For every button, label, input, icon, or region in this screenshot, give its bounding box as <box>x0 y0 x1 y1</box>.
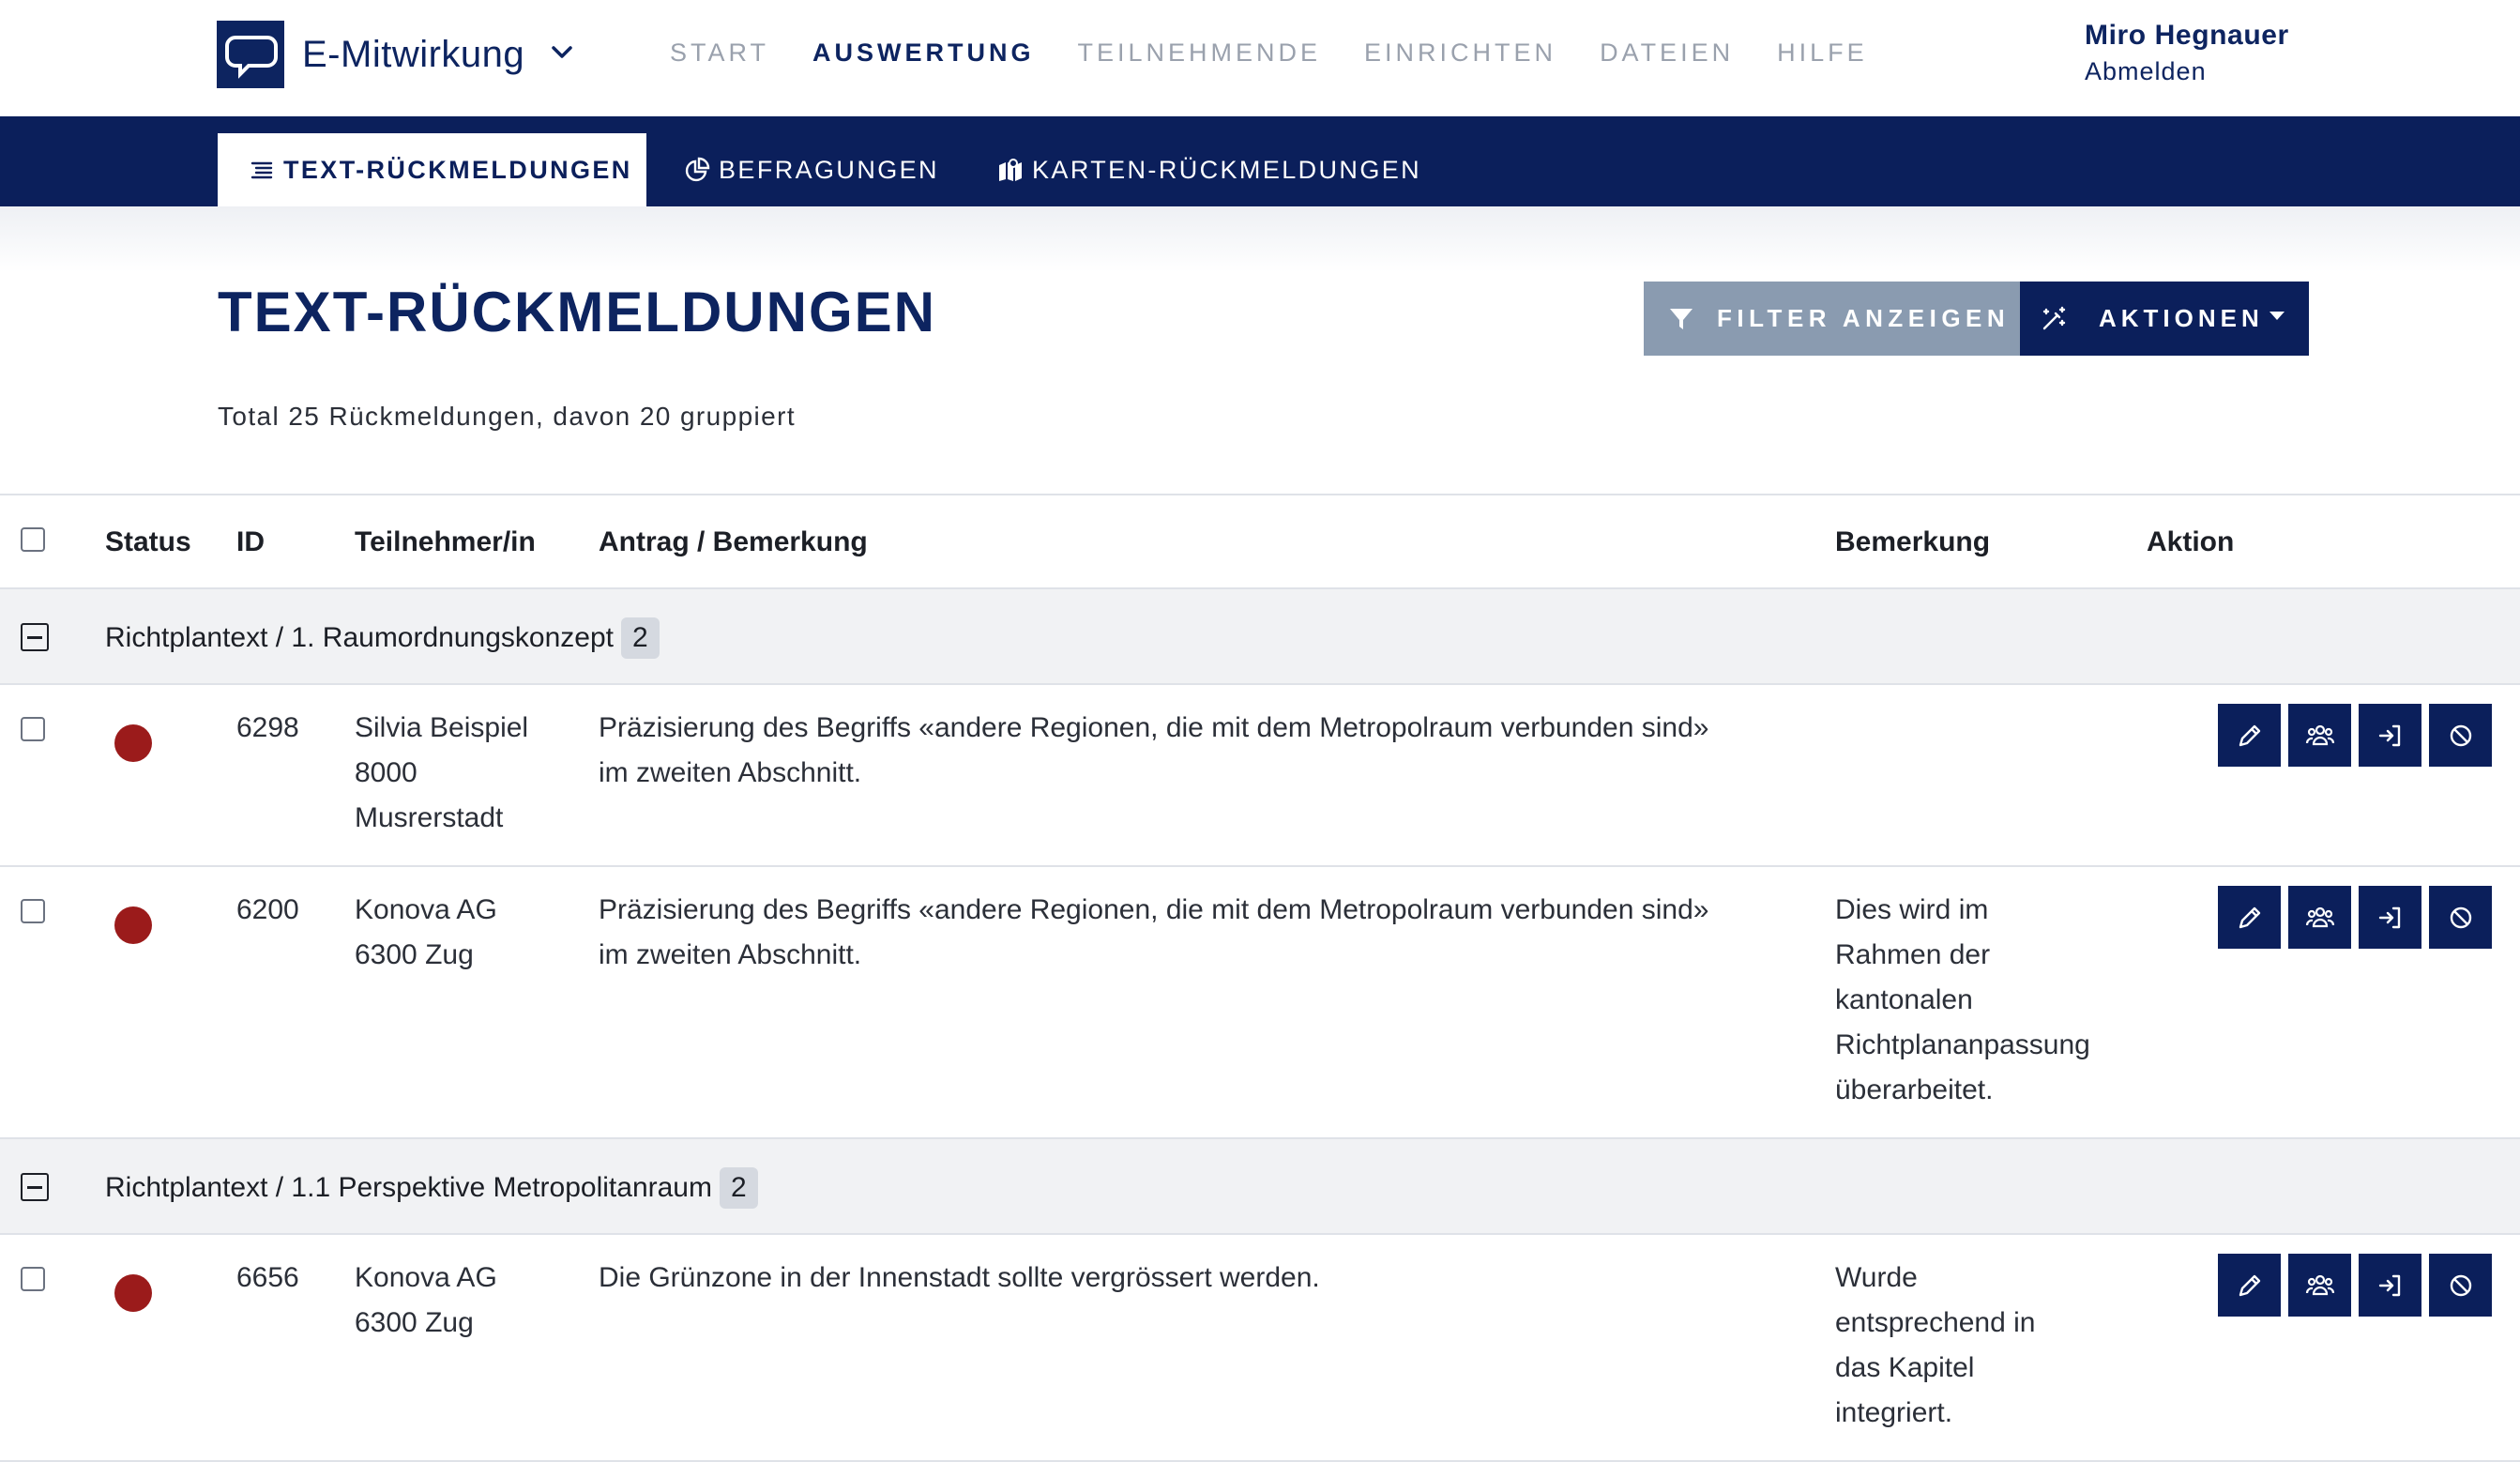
pie-chart-icon <box>683 156 711 184</box>
column-header-remark[interactable]: Bemerkung <box>1835 526 1991 557</box>
participant-line: Konova AG <box>355 1262 497 1293</box>
remark-line: entsprechend in <box>1835 1307 2036 1338</box>
edit-button[interactable] <box>2218 704 2281 767</box>
edit-pencil-icon <box>2234 720 2266 752</box>
text-lines-icon <box>248 156 276 184</box>
logout-link[interactable]: Abmelden <box>2085 57 2207 85</box>
tab-text-rueckmeldungen[interactable] <box>218 133 646 206</box>
row-id: 6656 <box>236 1262 299 1293</box>
row-actions <box>2218 1254 2492 1317</box>
magic-wand-icon <box>2039 304 2069 334</box>
table-row[interactable] <box>0 1235 2520 1460</box>
app-name[interactable]: E-Mitwirkung <box>302 34 525 75</box>
edit-button[interactable] <box>2218 1254 2281 1317</box>
summary-text: Total 25 Rückmeldungen, davon 20 gruppiert <box>218 402 797 431</box>
remark-line: Wurde <box>1835 1262 1918 1293</box>
top-header <box>0 0 2520 116</box>
filter-button[interactable] <box>1644 282 2020 356</box>
filter-icon <box>1666 304 1696 334</box>
actions-dropdown-button[interactable] <box>2020 282 2309 356</box>
participant-line: 8000 <box>355 757 417 788</box>
block-button[interactable] <box>2429 704 2492 767</box>
tab-label: BEFRAGUNGEN <box>719 155 939 184</box>
nav-auswertung[interactable]: AUSWERTUNG <box>812 38 1035 67</box>
remark-line: das Kapitel <box>1835 1352 1975 1383</box>
remark-line: Dies wird im <box>1835 894 1989 925</box>
participant-line: Silvia Beispiel <box>355 712 529 743</box>
request-text <box>599 888 1708 978</box>
assign-group-button[interactable] <box>2288 1254 2351 1317</box>
row-id: 6200 <box>236 894 299 925</box>
participant-line: Musrerstadt <box>355 802 504 833</box>
edit-pencil-icon <box>2234 1270 2266 1302</box>
sign-in-arrow-icon <box>2375 720 2406 752</box>
participant <box>355 888 497 978</box>
tab-befragungen[interactable] <box>683 133 939 206</box>
group-title: Richtplantext / 1.1 Perspektive Metropolitanraum <box>105 1172 712 1203</box>
column-header-action: Aktion <box>2147 526 2235 557</box>
remark-line: Rahmen der <box>1835 939 1991 970</box>
app-logo-icon[interactable] <box>217 21 284 88</box>
sign-in-arrow-icon <box>2375 1270 2406 1302</box>
group-label <box>105 617 660 659</box>
tab-label: TEXT-RÜCKMELDUNGEN <box>283 155 632 184</box>
table-row[interactable] <box>0 867 2520 1135</box>
request-text <box>599 1256 1320 1301</box>
nav-start[interactable]: START <box>670 38 770 67</box>
filter-button-label: FILTER ANZEIGEN <box>1717 304 2011 332</box>
request-line: im zweiten Abschnitt. <box>599 939 862 970</box>
group-title: Richtplantext / 1. Raumordnungskonzept <box>105 622 614 653</box>
request-text <box>599 706 1708 796</box>
map-icon <box>996 156 1025 184</box>
nav-teilnehmende[interactable]: TEILNEHMENDE <box>1077 38 1322 67</box>
group-users-icon <box>2304 1270 2336 1302</box>
select-all-checkbox[interactable] <box>21 527 45 552</box>
row-checkbox[interactable] <box>21 1267 45 1291</box>
table-header <box>0 494 2520 589</box>
row-checkbox[interactable] <box>21 717 45 741</box>
move-button[interactable] <box>2359 704 2421 767</box>
row-actions <box>2218 704 2492 767</box>
participant-line: 6300 Zug <box>355 1307 474 1338</box>
page-title: TEXT-RÜCKMELDUNGEN <box>218 281 936 343</box>
status-indicator <box>114 906 152 944</box>
edit-pencil-icon <box>2234 902 2266 934</box>
column-header-request[interactable]: Antrag / Bemerkung <box>599 526 868 557</box>
tab-label: KARTEN-RÜCKMELDUNGEN <box>1032 155 1422 184</box>
block-button[interactable] <box>2429 1254 2492 1317</box>
remark-line: überarbeitet. <box>1835 1074 1994 1105</box>
caret-down-icon <box>2270 312 2285 320</box>
remark-line: Richtplananpassung <box>1835 1029 2090 1060</box>
row-id: 6298 <box>236 712 299 743</box>
remark-line: kantonalen <box>1835 984 1973 1015</box>
collapse-group-icon[interactable] <box>21 623 49 651</box>
table-row[interactable] <box>0 685 2520 863</box>
nav-einrichten[interactable]: EINRICHTEN <box>1364 38 1557 67</box>
block-icon <box>2445 1270 2477 1302</box>
group-label <box>105 1167 758 1209</box>
participant <box>355 1256 497 1346</box>
nav-hilfe[interactable]: HILFE <box>1777 38 1868 67</box>
tab-karten-rueckmeldungen[interactable] <box>996 133 1421 206</box>
remark-text <box>1835 1256 2036 1436</box>
edit-button[interactable] <box>2218 886 2281 949</box>
block-icon <box>2445 720 2477 752</box>
status-indicator <box>114 1274 152 1312</box>
block-icon <box>2445 902 2477 934</box>
row-checkbox[interactable] <box>21 899 45 923</box>
sign-in-arrow-icon <box>2375 902 2406 934</box>
column-header-status[interactable]: Status <box>105 526 191 557</box>
nav-dateien[interactable]: DATEIEN <box>1600 38 1735 67</box>
participant-line: Konova AG <box>355 894 497 925</box>
request-line: im zweiten Abschnitt. <box>599 757 862 788</box>
sub-nav <box>0 116 2520 206</box>
group-count-badge: 2 <box>720 1167 758 1209</box>
group-users-icon <box>2304 720 2336 752</box>
column-header-participant[interactable]: Teilnehmer/in <box>355 526 536 557</box>
participant-line: 6300 Zug <box>355 939 474 970</box>
request-line: Präzisierung des Begriffs «andere Regionen, die mit dem Metropolraum verbunden sind» <box>599 894 1709 925</box>
remark-text <box>1835 888 2090 1113</box>
block-button[interactable] <box>2429 886 2492 949</box>
assign-group-button[interactable] <box>2288 886 2351 949</box>
row-actions <box>2218 886 2492 949</box>
group-row[interactable] <box>0 1139 2520 1233</box>
actions-button-label: AKTIONEN <box>2099 304 2264 332</box>
group-row[interactable] <box>0 589 2520 683</box>
group-count-badge: 2 <box>621 617 660 659</box>
assign-group-button[interactable] <box>2288 704 2351 767</box>
move-button[interactable] <box>2359 1254 2421 1317</box>
chevron-down-icon[interactable] <box>548 38 576 66</box>
main-nav <box>670 34 1911 71</box>
status-indicator <box>114 724 152 762</box>
user-name: Miro Hegnauer <box>2085 20 2289 51</box>
collapse-group-icon[interactable] <box>21 1173 49 1201</box>
participant <box>355 706 528 841</box>
request-line: Präzisierung des Begriffs «andere Regionen, die mit dem Metropolraum verbunden sind» <box>599 712 1709 743</box>
remark-line: integriert. <box>1835 1397 1953 1428</box>
group-users-icon <box>2304 902 2336 934</box>
request-line: Die Grünzone in der Innenstadt sollte vergrössert werden. <box>599 1262 1320 1293</box>
column-header-id[interactable]: ID <box>236 526 265 557</box>
move-button[interactable] <box>2359 886 2421 949</box>
header-shadow <box>0 206 2520 272</box>
